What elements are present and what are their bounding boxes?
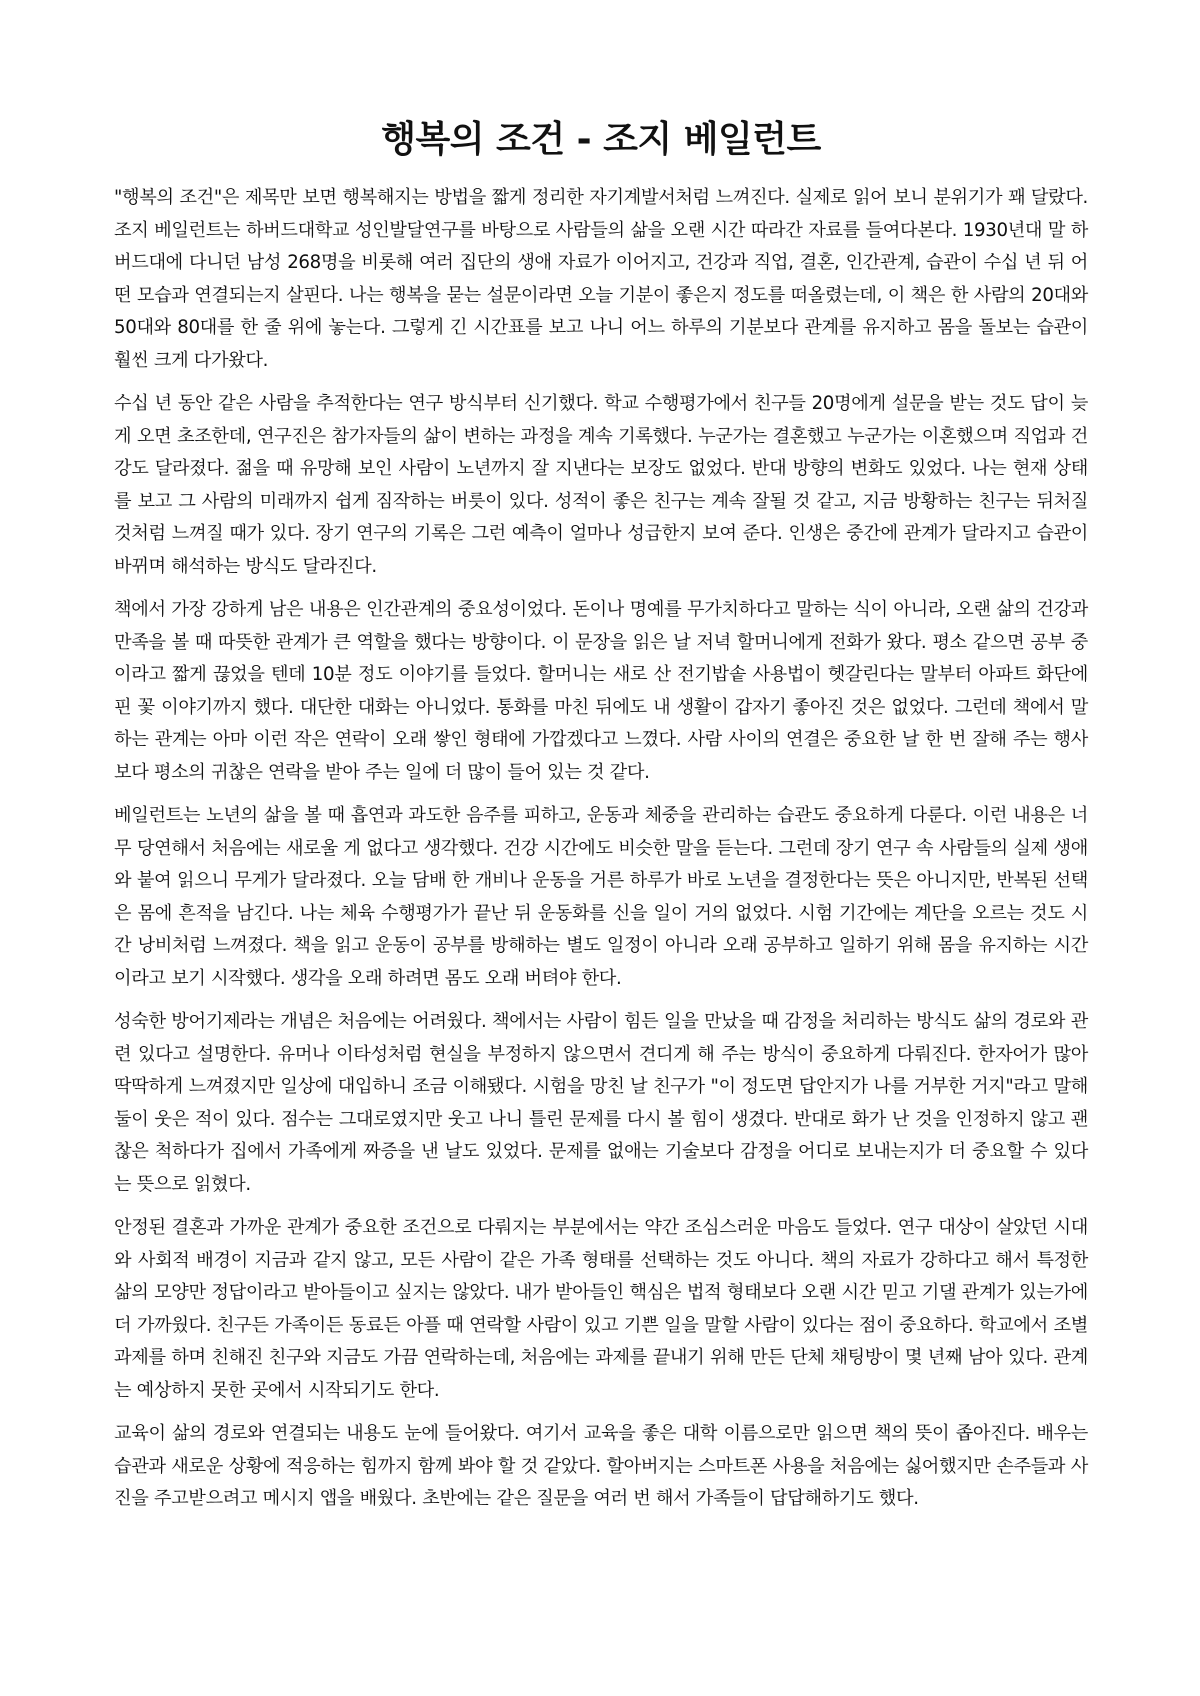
paragraph-4: 베일런트는 노년의 삶을 볼 때 흡연과 과도한 음주를 피하고, 운동과 체중을 관리하는 습관도 중요하게 다룬다. 이런 내용은 너무 당연해서 처음에는 새로울 게 없다고 생각했다. 건강 시간에도 비슷한 말을 듣는다. 그런데 장기 연구 속 사람들의 실제 생애와 붙여 읽으니 무게가 달라졌다. 오늘 담배 한 개비나 운동을 거른 하루가 바로 노년을 결정한다는 뜻은 아니지만, 반복된 선택은 몸에 흔적을 남긴다. 나는 체육 수행평가가 끝난 뒤 운동화를 신을 일이 거의 없었다. 시험 기간에는 계단을 오르는 것도 시간 낭비처럼 느껴졌다. 책을 읽고 운동이 공부를 방해하는 별도 일정이 아니라 오래 공부하고 일하기 위해 몸을 유지하는 시간이라고 보기 시작했다. 생각을 오래 하려면 몸도 오래 버텨야 한다. bbox=[114, 805, 1088, 989]
paragraph-6: 안정된 결혼과 가까운 관계가 중요한 조건으로 다뤄지는 부분에서는 약간 조심스러운 마음도 들었다. 연구 대상이 살았던 시대와 사회적 배경이 지금과 같지 않고, 모든 사람이 같은 가족 형태를 선택하는 것도 아니다. 책의 자료가 강하다고 해서 특정한 삶의 모양만 정답이라고 받아들이고 싶지는 않았다. 내가 받아들인 핵심은 법적 형태보다 오랜 시간 믿고 기댈 관계가 있는가에 더 가까웠다. 친구든 가족이든 동료든 아플 때 연락할 사람이 있고 기쁜 일을 말할 사람이 있다는 점이 중요하다. 학교에서 조별 과제를 하며 친해진 친구와 지금도 가끔 연락하는데, 처음에는 과제를 끝내기 위해 만든 단체 채팅방이 몇 년째 남아 있다. 관계는 예상하지 못한 곳에서 시작되기도 한다. bbox=[114, 1217, 1088, 1401]
paragraph-1: "행복의 조건"은 제목만 보면 행복해지는 방법을 짧게 정리한 자기계발서처럼 느껴진다. 실제로 읽어 보니 분위기가 꽤 달랐다. 조지 베일런트는 하버드대학교 성인발달연구를 바탕으로 사람들의 삶을 오랜 시간 따라간 자료를 들여다본다. 1930년대 말 하버드대에 다니던 남성 268명을 비롯해 여러 집단의 생애 자료가 이어지고, 건강과 직업, 결혼, 인간관계, 습관이 수십 년 뒤 어떤 모습과 연결되는지 살핀다. 나는 행복을 묻는 설문이라면 오늘 기분이 좋은지 정도를 떠올렸는데, 이 책은 한 사람의 20대와 50대와 80대를 한 줄 위에 놓는다. 그렇게 긴 시간표를 보고 나니 어느 하루의 기분보다 관계를 유지하고 몸을 돌보는 습관이 훨씬 크게 다가왔다. bbox=[114, 187, 1088, 371]
paragraph-5: 성숙한 방어기제라는 개념은 처음에는 어려웠다. 책에서는 사람이 힘든 일을 만났을 때 감정을 처리하는 방식도 삶의 경로와 관련 있다고 설명한다. 유머나 이타성처럼 현실을 부정하지 않으면서 견디게 해 주는 방식이 중요하게 다뤄진다. 한자어가 많아 딱딱하게 느껴졌지만 일상에 대입하니 조금 이해됐다. 시험을 망친 날 친구가 "이 정도면 답안지가 나를 거부한 거지"라고 말해 둘이 웃은 적이 있다. 점수는 그대로였지만 웃고 나니 틀린 문제를 다시 볼 힘이 생겼다. 반대로 화가 난 것을 인정하지 않고 괜찮은 척하다가 집에서 가족에게 짜증을 낸 날도 있었다. 문제를 없애는 기술보다 감정을 어디로 보내는지가 더 중요할 수 있다는 뜻으로 읽혔다. bbox=[114, 1011, 1088, 1195]
paragraph-2: 수십 년 동안 같은 사람을 추적한다는 연구 방식부터 신기했다. 학교 수행평가에서 친구들 20명에게 설문을 받는 것도 답이 늦게 오면 초조한데, 연구진은 참가자들의 삶이 변하는 과정을 계속 기록했다. 누군가는 결혼했고 누군가는 이혼했으며 직업과 건강도 달라졌다. 젊을 때 유망해 보인 사람이 노년까지 잘 지낸다는 보장도 없었다. 반대 방향의 변화도 있었다. 나는 현재 상태를 보고 그 사람의 미래까지 쉽게 짐작하는 버릇이 있다. 성적이 좋은 친구는 계속 잘될 것 같고, 지금 방황하는 친구는 뒤처질 것처럼 느껴질 때가 있다. 장기 연구의 기록은 그런 예측이 얼마나 성급한지 보여 준다. 인생은 중간에 관계가 달라지고 습관이 바뀌며 해석하는 방식도 달라진다. bbox=[114, 393, 1088, 577]
paragraph-3: 책에서 가장 강하게 남은 내용은 인간관계의 중요성이었다. 돈이나 명예를 무가치하다고 말하는 식이 아니라, 오랜 삶의 건강과 만족을 볼 때 따뜻한 관계가 큰 역할을 했다는 방향이다. 이 문장을 읽은 날 저녁 할머니에게 전화가 왔다. 평소 같으면 공부 중이라고 짧게 끊었을 텐데 10분 정도 이야기를 들었다. 할머니는 새로 산 전기밥솥 사용법이 헷갈린다는 말부터 아파트 화단에 핀 꽃 이야기까지 했다. 대단한 대화는 아니었다. 통화를 마친 뒤에도 내 생활이 갑자기 좋아진 것은 없었다. 그런데 책에서 말하는 관계는 아마 이런 작은 연락이 오래 쌓인 형태에 가깝겠다고 느꼈다. 사람 사이의 연결은 중요한 날 한 번 잘해 주는 행사보다 평소의 귀찮은 연락을 받아 주는 일에 더 많이 들어 있는 것 같다. bbox=[114, 599, 1088, 783]
document-title: 행복의 조건 - 조지 베일런트 bbox=[381, 119, 821, 160]
paragraph-7: 교육이 삶의 경로와 연결되는 내용도 눈에 들어왔다. 여기서 교육을 좋은 대학 이름으로만 읽으면 책의 뜻이 좁아진다. 배우는 습관과 새로운 상황에 적응하는 힘까지 함께 봐야 할 것 같았다. 할아버지는 스마트폰 사용을 처음에는 싫어했지만 손주들과 사진을 주고받으려고 메시지 앱을 배웠다. 초반에는 같은 질문을 여러 번 해서 가족들이 답답해하기도 했다. bbox=[114, 1423, 1088, 1509]
